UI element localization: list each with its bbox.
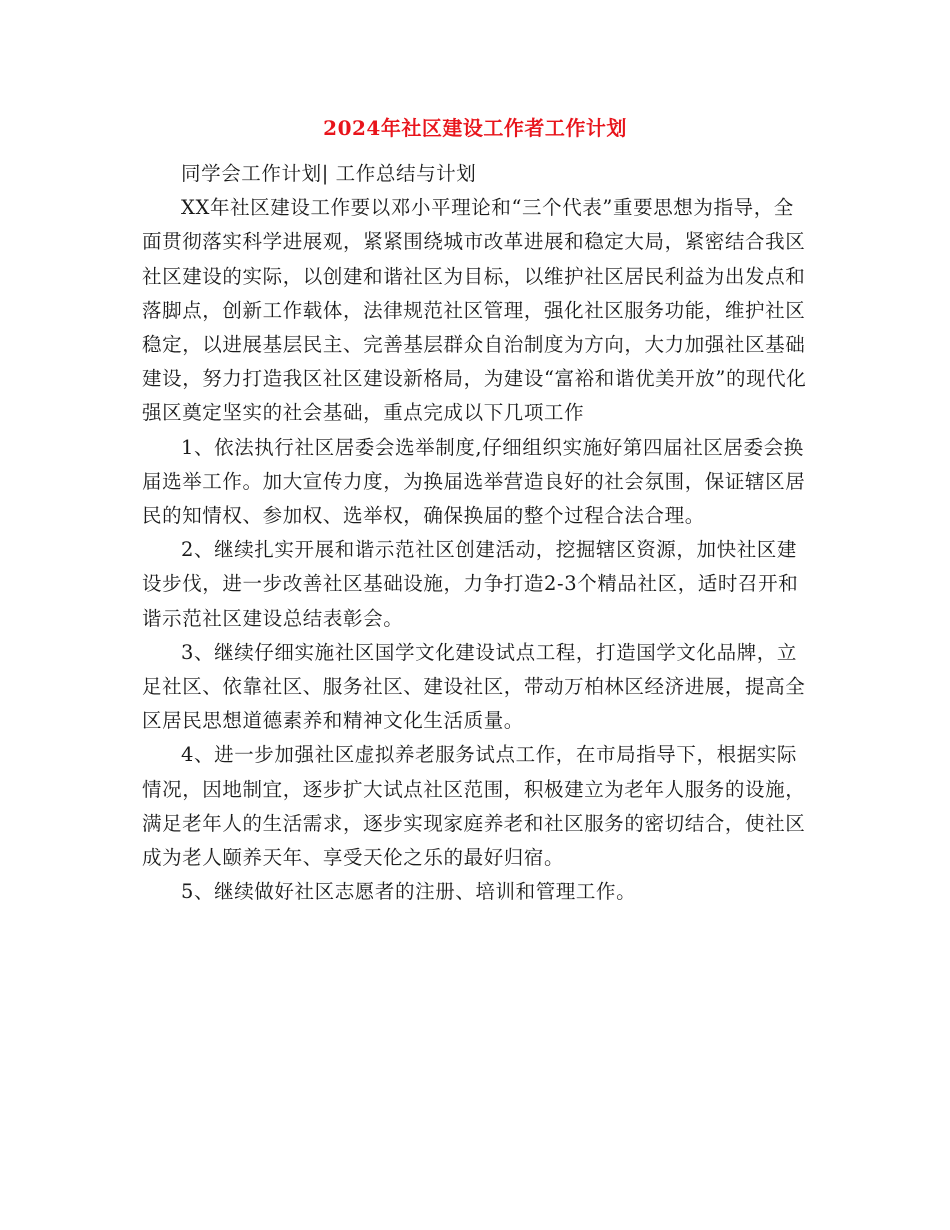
item-paragraph-3: 3、继续仔细实施社区国学文化建设试点工程，打造国学文化品牌，立足社区、依靠社区、服务社区、建设社区，带动万柏林区经济进展，提高全区居民思想道德素养和精神文化生活质量。 bbox=[142, 640, 806, 733]
document-body bbox=[142, 157, 812, 909]
intro-paragraph: XX年社区建设工作要以邓小平理论和“三个代表”重要思想为指导，全面贯彻落实科学进展观，紧紧围绕城市改革进展和稳定大局，紧密结合我区社区建设的实际，以创建和谐社区为目标，以维护社区居民利益为出发点和落脚点，创新工作载体，法律规范社区管理，强化社区服务功能，维护社区稳定，以进展基层民主、完善基层群众自治制度为方向，大力加强社区基础建设，努力打造我区社区建设新格局，为建设“富裕和谐优美开放”的现代化强区奠定坚实的社会基础，重点完成以下几项工作 bbox=[142, 196, 807, 425]
item-paragraph-4: 4、进一步加强社区虚拟养老服务试点工作，在市局指导下，根据实际情况，因地制宜，逐步扩大试点社区范围，积极建立为老年人服务的设施，满足老年人的生活需求，逐步实现家庭养老和社区服务的密切结合，使社区成为老人颐养天年、享受天伦之乐的最好归宿。 bbox=[142, 743, 806, 870]
subtitle-line: 同学会工作计划| 工作总结与计划 bbox=[181, 162, 477, 185]
item-paragraph-5: 5、继续做好社区志愿者的注册、培训和管理工作。 bbox=[181, 880, 637, 904]
item-paragraph-2: 2、继续扎实开展和谐示范社区创建活动，挖掘辖区资源，加快社区建设步伐，进一步改善社区基础设施，力争打造2-3个精品社区，适时召开和谐示范社区建设总结表彰会。 bbox=[142, 538, 799, 630]
item-paragraph-1: 1、依法执行社区居委会选举制度,仔细组织实施好第四届社区居委会换届选举工作。加大宣传力度，为换届选举营造良好的社会氛围，保证辖区居民的知情权、参加权、选举权，确保换届的整个过程合法合理。 bbox=[142, 435, 806, 528]
document-title: 2024年社区建设工作者工作计划 bbox=[323, 116, 627, 140]
